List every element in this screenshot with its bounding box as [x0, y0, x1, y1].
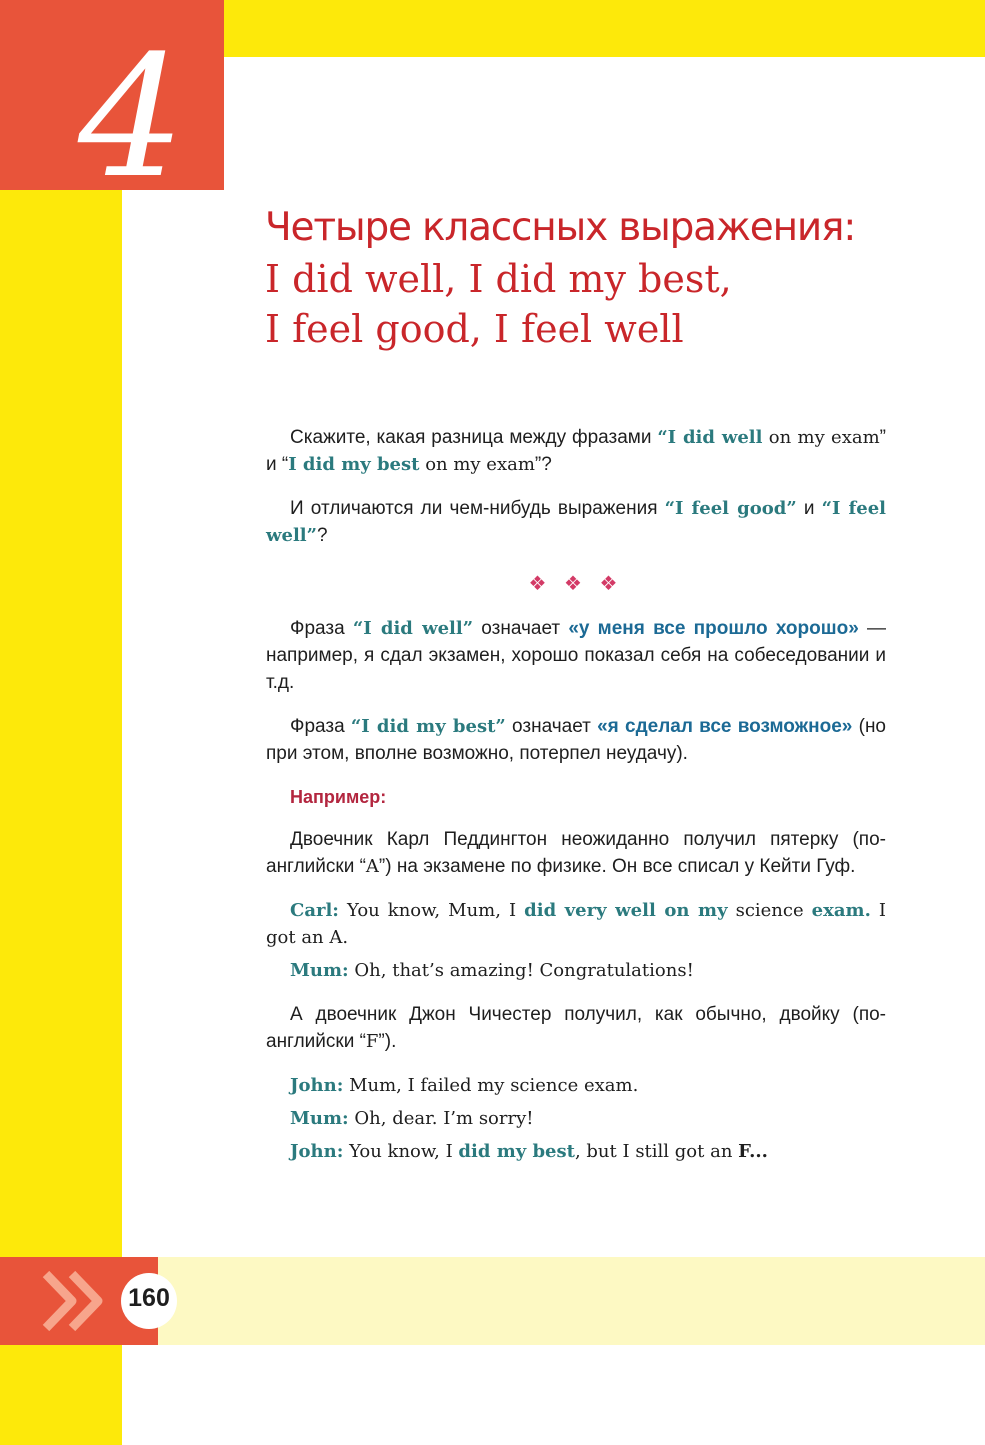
footer-band — [122, 1257, 985, 1345]
speaker: Carl: — [290, 900, 339, 921]
text: Mum, I failed my science exam. — [343, 1075, 639, 1096]
chapter-title-line-1: Четыре классных выражения: — [265, 205, 856, 250]
story-2 — [266, 1001, 886, 1055]
speaker: Mum: — [290, 960, 349, 981]
highlight: “I feel good” — [664, 498, 797, 519]
dialog-line — [266, 1072, 886, 1099]
text: — например, я сдал экзамен, хорошо показал себя на собеседовании и т.д. — [266, 618, 886, 693]
speaker: John: — [290, 1075, 344, 1096]
chapter-title-line-3: I feel good, I feel well — [265, 307, 684, 351]
text: ”). — [378, 1031, 397, 1052]
left-yellow-band — [0, 0, 122, 1445]
chapter-title-lines-2-3 — [265, 254, 945, 354]
text: Oh, that’s amazing! Congratulations! — [348, 960, 694, 981]
dialog-line — [266, 897, 886, 951]
highlight: did very well on my — [524, 900, 728, 921]
chapter-badge — [0, 0, 224, 215]
highlight: “I feel well” — [266, 498, 886, 546]
text: означает — [473, 618, 569, 639]
chapter-number: 4 — [78, 19, 185, 215]
dialog-line — [266, 957, 886, 984]
highlight: “I did well — [657, 427, 763, 448]
highlight: exam. — [811, 900, 871, 921]
text: on my exam — [762, 427, 880, 448]
double-chevron-icon — [42, 1270, 122, 1332]
chapter-title-line-2: I did well, I did my best, — [265, 257, 732, 301]
section-divider: ❖ ❖ ❖ — [528, 573, 624, 595]
text: Oh, dear. I’m sorry! — [348, 1108, 534, 1129]
grade: A — [365, 856, 379, 877]
explanation-2 — [266, 713, 886, 767]
speaker: Mum: — [290, 1108, 349, 1129]
highlight: “I did my best” — [350, 716, 506, 737]
page-number: 160 — [128, 1284, 170, 1312]
speaker: John: — [290, 1141, 344, 1162]
text: означает — [505, 716, 598, 737]
text: Двоечник Карл Педдингтон неожиданно получил пятерку (по-английски “ — [266, 829, 886, 877]
text: ”? — [534, 454, 552, 475]
highlight: did my best — [458, 1141, 575, 1162]
text: (но при этом, вполне возможно, потерпел неудачу). — [266, 716, 886, 764]
dialog-line — [266, 1105, 886, 1132]
text: Фраза — [290, 716, 351, 737]
highlight: I did my best — [288, 454, 420, 475]
text: , but I still got an — [574, 1141, 739, 1162]
page-content — [266, 424, 886, 1171]
meaning-highlight: «у меня все прошло хорошо» — [568, 618, 859, 639]
text: on my exam — [419, 454, 535, 475]
example-label: Например: — [290, 787, 387, 807]
meaning-highlight: «я сделал все возможное» — [597, 716, 853, 737]
grade: F — [365, 1031, 379, 1052]
text: I got an A. — [266, 900, 886, 948]
grade: F... — [738, 1141, 768, 1162]
text: и — [796, 498, 822, 519]
text: science — [727, 900, 812, 921]
text: You know, Mum, I — [338, 900, 525, 921]
text: И отличаются ли чем-нибудь выражения — [290, 498, 665, 519]
intro-question-1 — [266, 424, 886, 478]
text: You know, I — [343, 1141, 459, 1162]
dialog-line — [266, 1138, 886, 1165]
highlight: “I did well” — [352, 618, 474, 639]
story-1 — [266, 826, 886, 880]
text: ? — [316, 525, 328, 546]
explanation-1 — [266, 615, 886, 696]
text: А двоечник Джон Чичестер получил, как обычно, двойку (по-английски “ — [266, 1004, 886, 1052]
text: ”) на экзамене по физике. Он все списал у Кейти Гуф. — [378, 856, 856, 877]
text: ” и “ — [266, 427, 886, 475]
text: Скажите, какая разница между фразами — [290, 427, 658, 448]
intro-question-2 — [266, 495, 886, 549]
text: Фраза — [290, 618, 353, 639]
